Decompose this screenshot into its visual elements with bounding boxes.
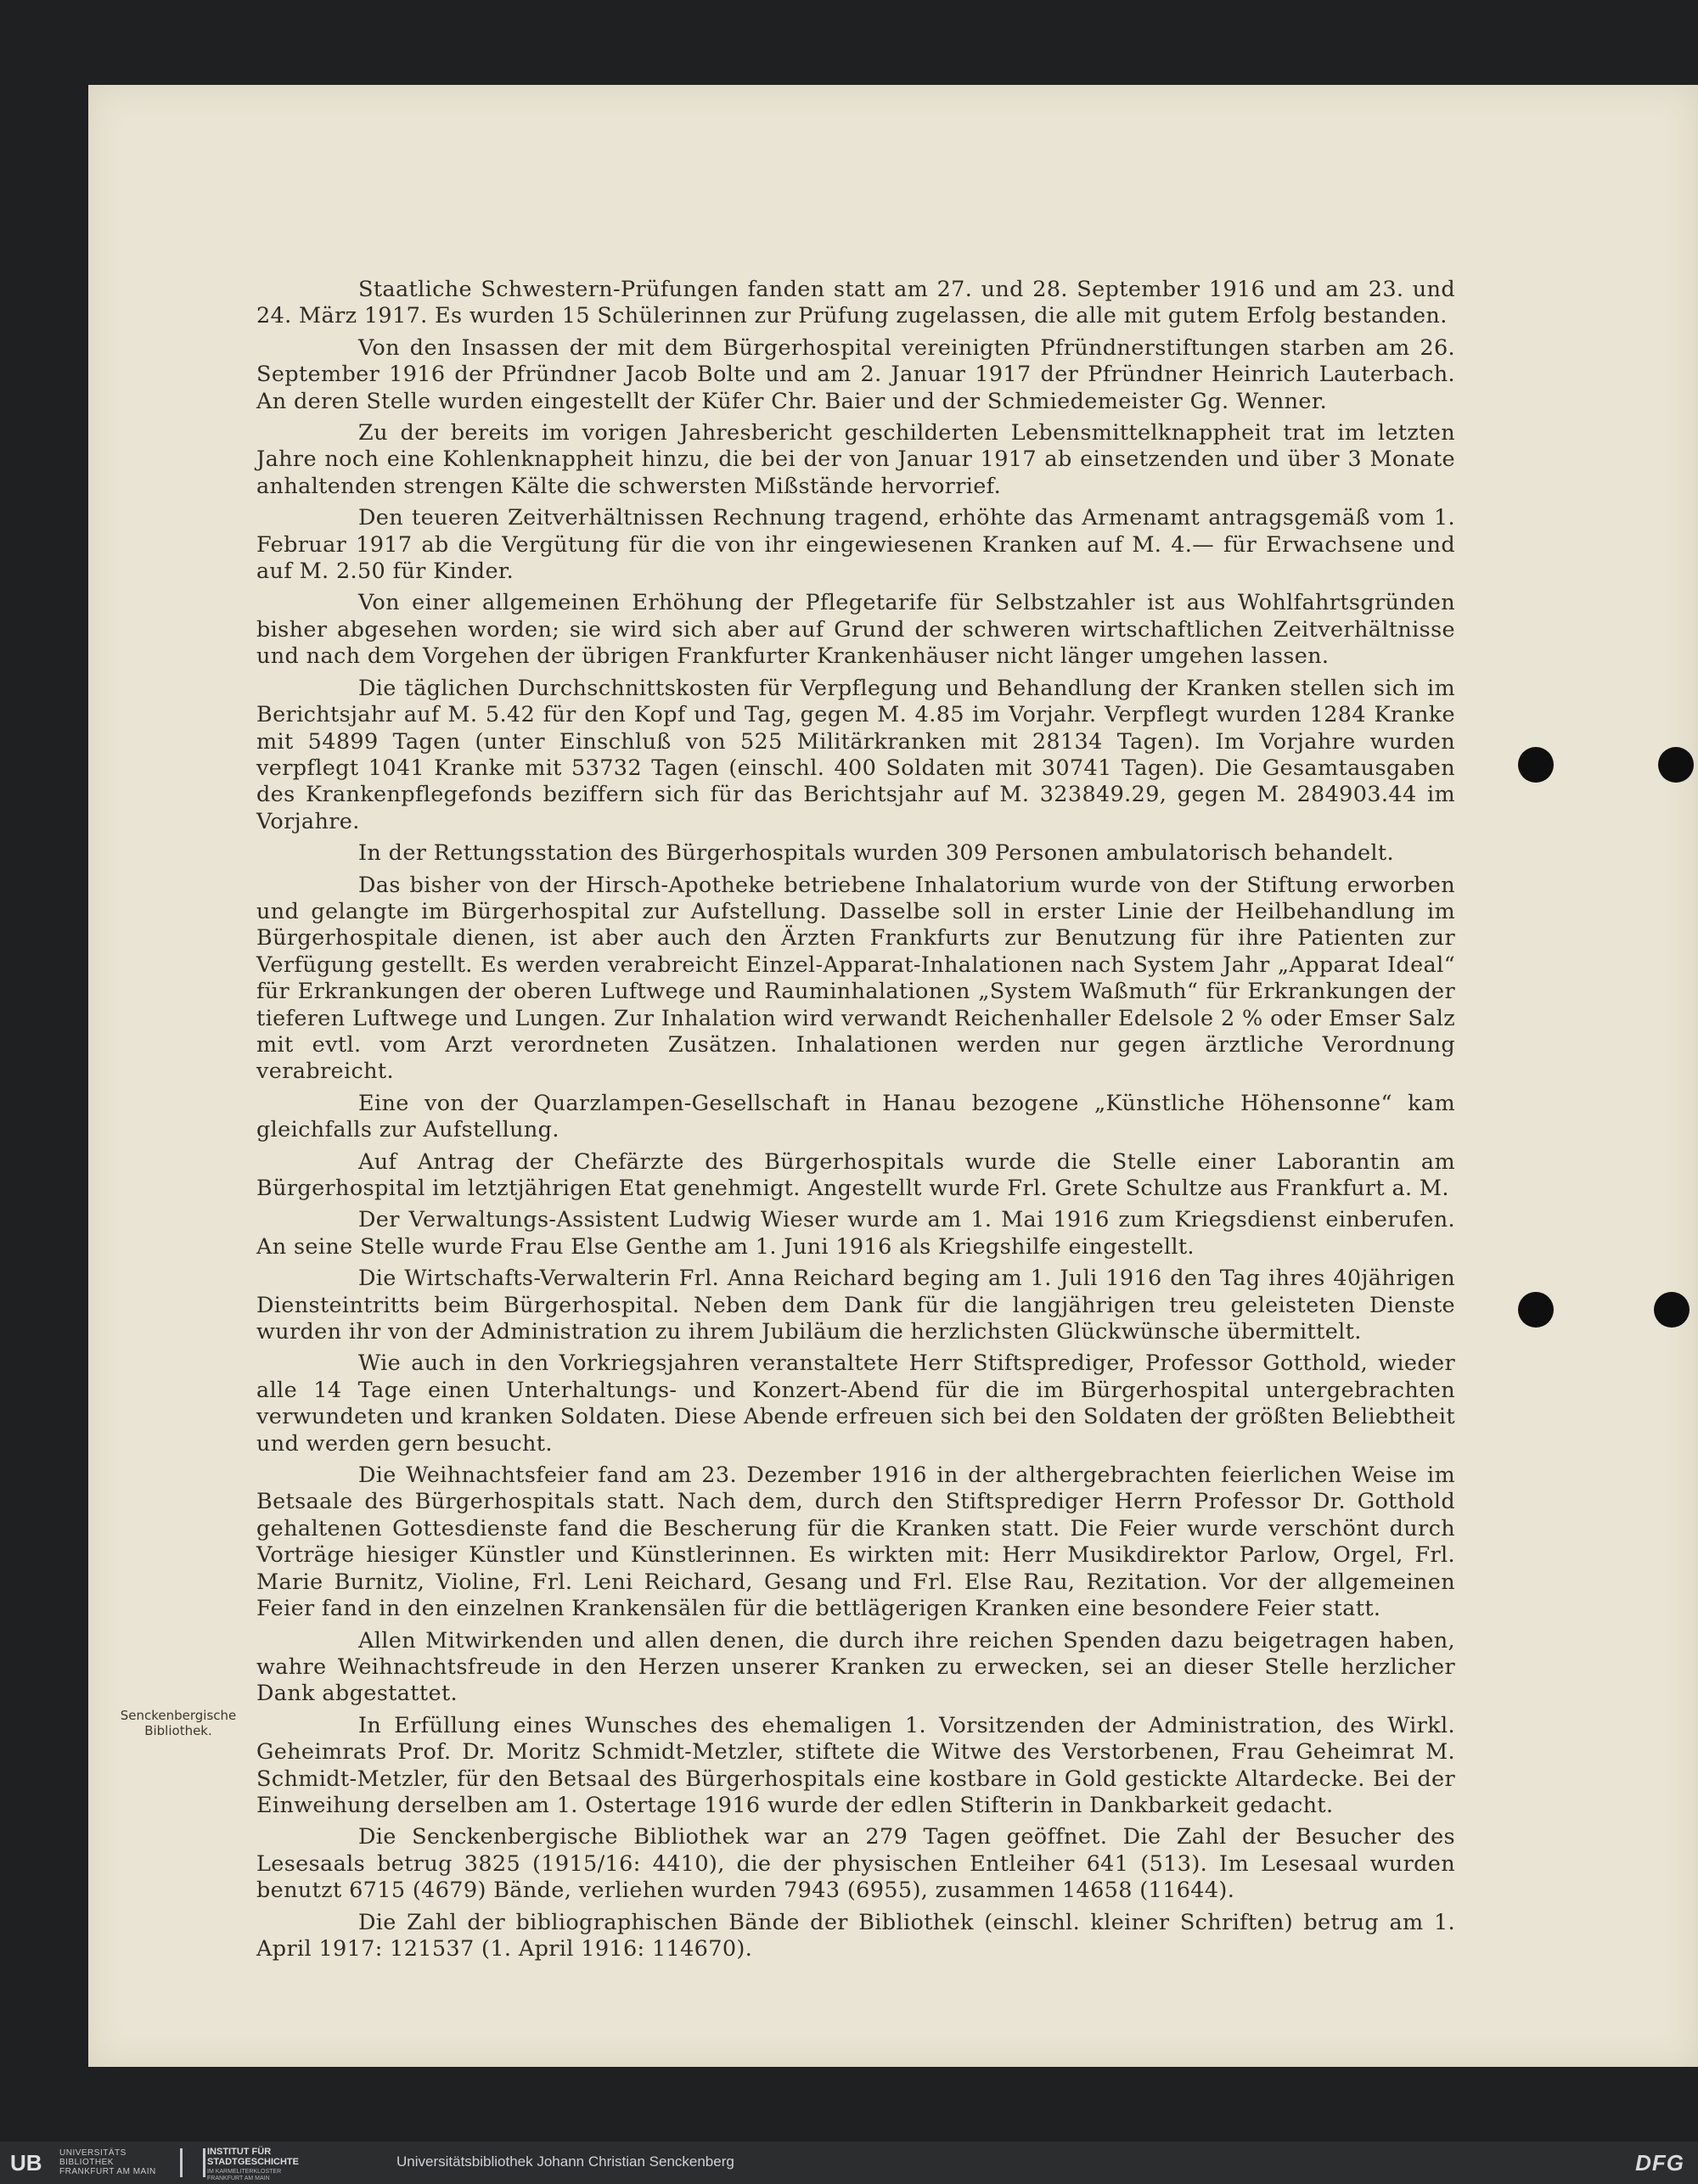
punch-hole [1658,747,1694,783]
paragraph: Von den Insassen der mit dem Bürgerhospital vereinigten Pfründnerstiftungen starben am 26. September 1916 der Pfründner Jacob Bolte und am 2. Januar 1917 der Pfründner Heinrich Lauterbach. An deren Stelle wurden eingestellt der Küfer Chr. Baier und der Schmiedemeister Gg. Wenner. [256,334,1455,414]
ub-name [59,2148,156,2176]
paragraph: In der Rettungsstation des Bürgerhospitals wurden 309 Personen ambulatorisch behandelt. [358,840,1394,867]
margin-note-line: Senckenbergische [120,1708,237,1723]
punch-hole [1518,1292,1554,1328]
ub-logo[interactable]: UB [10,2150,42,2176]
margin-note-line: Bibliothek. [144,1723,212,1738]
dfg-logo[interactable]: DFG [1635,2150,1684,2176]
paragraph: Zu der bereits im vorigen Jahresbericht geschilderten Lebensmittelknappheit trat im letzten Jahre noch eine Kohlenknappheit hinzu, die bei der von Januar 1917 ab einsetzenden und über 3 Monate anhaltenden strengen Kälte die schwersten Mißstände hervorrief. [256,420,1455,499]
paragraph: Die täglichen Durchschnittskosten für Verpflegung und Behandlung der Kranken stellen sich im Berichtsjahr auf M. 5.42 für den Kopf und Tag, gegen M. 4.85 im Vorjahr. Verpflegt wurden 1284 Kranke mit 54899 Tagen (unter Einschluß von 525 Militärkranken mit 28134 Tagen). Im Vorjahre wurden verpflegt 1041 Kranke mit 53732 Tagen (einschl. 400 Soldaten mit 30741 Tagen). Die Gesamtausgaben des Krankenpflegefonds beziffern sich für das Berichtsjahr auf M. 323849.29, gegen M. 284903.44 im Vorjahre. [256,675,1455,834]
paragraph: Eine von der Quarzlampen-Gesellschaft in Hanau bezogene „Künstliche Höhensonne“ kam gleichfalls zur Aufstellung. [256,1090,1455,1143]
punch-hole [1518,747,1554,783]
ub-name-line: BIBLIOTHEK [59,2158,114,2167]
library-link[interactable]: Universitätsbibliothek Johann Christian Senckenberg [396,2153,734,2170]
paragraph: Der Verwaltungs-Assistent Ludwig Wieser wurde am 1. Mai 1916 zum Kriegsdienst einberufen. An seine Stelle wurde Frau Else Genthe am 1. Juni 1916 als Kriegshilfe eingestellt. [256,1207,1455,1260]
margin-note [110,1708,246,1738]
institute-name-line: STADTGESCHICHTE [207,2157,299,2167]
institute-subtitle-line: FRANKFURT AM MAIN [207,2176,270,2181]
paragraph: Von einer allgemeinen Erhöhung der Pflegetarife für Selbstzahler ist aus Wohlfahrtsgründen bisher abgesehen worden; sie wird sich aber auf Grund der schweren wirtschaftlichen Zeitverhältnisse und nach dem Vorgehen der übrigen Frankfurter Krankenhäuser nicht länger umgehen lassen. [256,590,1455,670]
paragraph: Auf Antrag der Chefärzte des Bürgerhospitals wurde die Stelle einer Laborantin am Bürgerhospital im letztjährigen Etat genehmigt. Angestellt wurde Frl. Grete Schultze aus Frankfurt a. M. [256,1148,1455,1201]
body-text [256,277,1455,1968]
institute-subtitle-line: IM KARMELITERKLOSTER [207,2169,282,2175]
ub-name-line: FRANKFURT AM MAIN [59,2167,156,2176]
institute-subtitle [207,2169,281,2182]
paragraph: Das bisher von der Hirsch-Apotheke betriebene Inhalatorium wurde von der Stiftung erworben und gelangte im Bürgerhospital zur Aufstellung. Dasselbe soll in erster Linie der Heilbehandlung im Bürgerhospitale dienen, ist aber auch den Ärzten Frankfurts zur Benutzung für ihre Patienten zur Verfügung gestellt. Es werden verabreicht Einzel-Apparat-Inhalationen nach System Jahr „Apparat Ideal“ für Erkrankungen der oberen Luftwege und Rauminhalationen „System Waßmuth“ für Erkrankungen der tieferen Luftwege und Lungen. Zur Inhalation wird verwandt Reichenhaller Edelsole 2 % oder Emser Salz mit evtl. vom Arzt verordneten Zusätzen. Inhalationen werden nur gegen ärztliche Verordnung verabreicht. [256,872,1455,1085]
paragraph: Staatliche Schwestern-Prüfungen fanden statt am 27. und 28. September 1916 und am 23. und 24. März 1917. Es wurden 15 Schülerinnen zur Prüfung zugelassen, die alle mit gutem Erfolg bestanden. [256,277,1455,329]
paragraph: Die Weihnachtsfeier fand am 23. Dezember 1916 in der althergebrachten feierlichen Weise im Betsaale des Bürgerhospitals statt. Nach dem, durch den Stiftsprediger Herrn Professor Dr. Gotthold gehaltenen Gottesdienste fand die Bescherung für die Kranken statt. Die Feier wurde verschönt durch Vorträge hiesiger Künstler und Künstlerinnen. Es wirkten mit: Herr Musikdirektor Parlow, Orgel, Frl. Marie Burnitz, Violine, Frl. Leni Reichard, Gesang und Frl. Else Rau, Rezitation. Vor der allgemeinen Feier fand in den einzelnen Krankensälen für die bettlägerigen Kranken eine besondere Feier statt. [256,1463,1455,1622]
viewer-footer [0,2142,1698,2184]
institute-logo-icon[interactable] [180,2148,205,2177]
paragraph: Die Senckenbergische Bibliothek war an 279 Tagen geöffnet. Die Zahl der Besucher des Lesesaals betrug 3825 (1915/16: 4410), die der physischen Entleiher 641 (513). Im Lesesaal wurden benutzt 6715 (4679) Bände, verliehen wurden 7943 (6955), zusammen 14658 (11644). [256,1824,1455,1904]
institute-name [207,2147,299,2167]
paragraph: Den teueren Zeitverhältnissen Rechnung tragend, erhöhte das Armenamt antragsgemäß vom 1. Februar 1917 ab die Vergütung für die von ihr eingewiesenen Kranken auf M. 4.— für Erwachsene und auf M. 2.50 für Kinder. [256,505,1455,585]
paragraph: Wie auch in den Vorkriegsjahren veranstaltete Herr Stiftsprediger, Professor Gotthold, wieder alle 14 Tage einen Unterhaltungs- und Konzert-Abend für die im Bürgerhospital untergebrachten verwundeten und kranken Soldaten. Diese Abende erfreuen sich bei den Soldaten der größten Beliebtheit und werden gern besucht. [256,1350,1455,1457]
ub-name-line: UNIVERSITÄTS [59,2148,127,2158]
paragraph: Die Wirtschafts-Verwalterin Frl. Anna Reichard beging am 1. Juli 1916 den Tag ihres 40jährigen Diensteintritts beim Bürgerhospital. Neben dem Dank für die langjährigen treu geleisteten Dienste wurden ihr von der Administration zu ihrem Jubiläum die herzlichsten Glückwünsche übermittelt. [256,1266,1455,1345]
paragraph: In Erfüllung eines Wunsches des ehemaligen 1. Vorsitzenden der Administration, des Wirkl. Geheimrats Prof. Dr. Moritz Schmidt-Metzler, stiftete die Witwe des Verstorbenen, Frau Geheimrat M. Schmidt-Metzler, für den Betsaal des Bürgerhospitals eine kostbare in Gold gestickte Altardecke. Bei der Einweihung derselben am 1. Ostertage 1916 wurde der edlen Stifterin in Dankbarkeit gedacht. [256,1712,1455,1818]
punch-hole [1654,1292,1690,1328]
institute-name-line: INSTITUT FÜR [207,2147,272,2157]
paragraph: Die Zahl der bibliographischen Bände der Bibliothek (einschl. kleiner Schriften) betrug am 1. April 1917: 121537 (1. April 1916: 114670). [256,1909,1455,1962]
paragraph: Allen Mitwirkenden und allen denen, die durch ihre reichen Spenden dazu beigetragen haben, wahre Weihnachtsfreude in den Herzen unserer Kranken zu erwecken, sei an dieser Stelle herzlicher Dank abgestattet. [256,1627,1455,1707]
